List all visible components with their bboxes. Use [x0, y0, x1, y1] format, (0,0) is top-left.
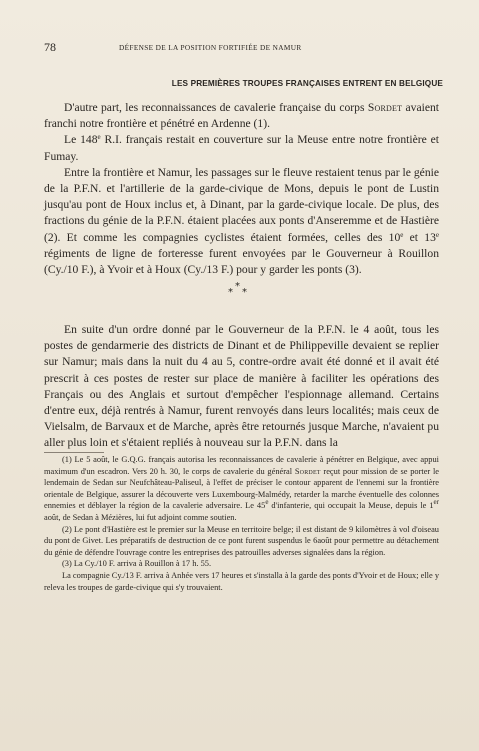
paragraph-cavalry	[44, 100, 439, 132]
footnote-3-continued: La compagnie Cy./13 F. arriva à Anhée vers 17 heures et s'installa à la garde des ponts d'Yvoir et de Houx; elle y releva les troupes de garde-civique qui s'y trouvaient.	[44, 570, 439, 592]
paragraph-text: Le 148	[64, 133, 98, 147]
footnote-text: reçut pour mission de se porter le lendemain de Sedan sur Neufchâteau-Paliseul, à l'effet de préciser le contour apparent de l'ennemi sur la frontière orientale de Belgique, assurer la découverte vers Luxembourg-Malmédy, retarder la marche éventuelle des colonnes ennemies et déblayer la région de la cavalerie adversaire. Le 45	[44, 466, 439, 511]
page-header	[44, 40, 439, 54]
paragraph-bridges	[44, 165, 439, 278]
person-name: Sordet	[367, 101, 403, 114]
paragraph-text: et 13	[403, 230, 436, 244]
footnote-text: août, de Sedan à Mézières, lui fut adjoint comme soutien.	[44, 512, 237, 522]
paragraph-gendarmerie: En suite d'un ordre donné par le Gouverneur de la P.F.N. le 4 août, tous les postes de gendarmerie des districts de Dinant et de Philippeville devaient se replier sur Namur; mais dans la nuit du 4 au 5, contre-ordre avait été donné et il avait été prescrit à ces postes de rester sur place de manière à faciliter les opérations des Français ou des Anglais et surtout d'empêcher l'espionnage allemand. Certains d'entre eux, déjà rentrés à Namur, furent renvoyés dans leurs localités; mais ceux de Vielsalm, de Barvaux et de Marche, après être retournés jusque Marche, n'avaient pu aller plus loin et s'étaient repliés à nouveau sur la P.F.N. dans la	[44, 323, 439, 450]
paragraph-text: Entre la frontière et Namur, les passages sur le fleuve restaient tenus par le génie de la P.F.N. et l'artillerie de la garde-civique de Mons, depuis le pont de Lustin jusqu'au pont de Houx inclus et, à Dinant, par la garde-civique locale. De plus, des fractions du génie de la P.F.N. étaient placées aux ponts d'Anseremme et de Hastière (2). Et comme les compagnies cyclistes étaient formées, celles des 10	[44, 165, 439, 244]
paragraph-text: régiments de ligne de forteresse furent envoyées par le Gouverneur à Rouillon (Cy./10 F.), à Yvoir et à Houx (Cy./13 F.) pour y garder les ponts (3).	[44, 246, 439, 277]
superscript: e	[435, 230, 439, 239]
paragraph-text: D'autre part, les reconnaissances de cavalerie française du corps	[64, 101, 368, 114]
paragraph-text: avaient franchi notre frontière et pénétré en Ardenne (1).	[44, 101, 440, 131]
footnotes	[44, 454, 439, 593]
footnote-text: d'infanterie, qui occupait la Meuse, depuis le 1	[268, 501, 434, 511]
footnote-separator	[44, 452, 104, 453]
running-head: DÉFENSE DE LA POSITION FORTIFIÉE DE NAMUR	[119, 43, 302, 52]
section-title: LES PREMIÈRES TROUPES FRANÇAISES ENTRENT EN BELGIQUE	[171, 79, 443, 88]
superscript: e	[265, 498, 269, 507]
asterism-star: *	[242, 287, 247, 298]
footnote-1	[44, 454, 439, 524]
footnote-text: (1) Le 5 août, le G.Q.G. français autorisa les reconnaissances de cavalerie à pénétrer en Belgique, avec appui maximum d'un escadron. Vers 20 h. 30, le corps de cavalerie du général	[44, 455, 439, 476]
paragraph-text: R.I. français restait en couverture sur la Meuse entre notre frontière et Fumay.	[44, 133, 439, 163]
paragraph-148-ri	[44, 132, 439, 164]
body-text-top	[44, 100, 439, 278]
person-name: Sordet	[294, 466, 321, 476]
asterism-star: *	[228, 287, 233, 298]
superscript: e	[97, 133, 101, 142]
asterism-star: *	[235, 281, 240, 292]
superscript: er	[433, 498, 439, 507]
page-number: 78	[44, 40, 56, 54]
footnote-2: (2) Le pont d'Hastière est le premier sur la Meuse en territoire belge; il est distant de 9 kilomètres à vol d'oiseau du pont de Givet. Les préparatifs de destruction de ce pont furent suspendus le 6août pour permettre au détachement du génie de défendre l'ouvrage contre les entreprises des patrouilles adverses signalées dans la région.	[44, 524, 439, 557]
asterism-divider	[0, 282, 479, 302]
footnote-3: (3) La Cy./10 F. arriva à Rouillon à 17 h. 55.	[62, 559, 212, 569]
body-text-bottom	[44, 322, 439, 452]
superscript: e	[400, 230, 404, 239]
